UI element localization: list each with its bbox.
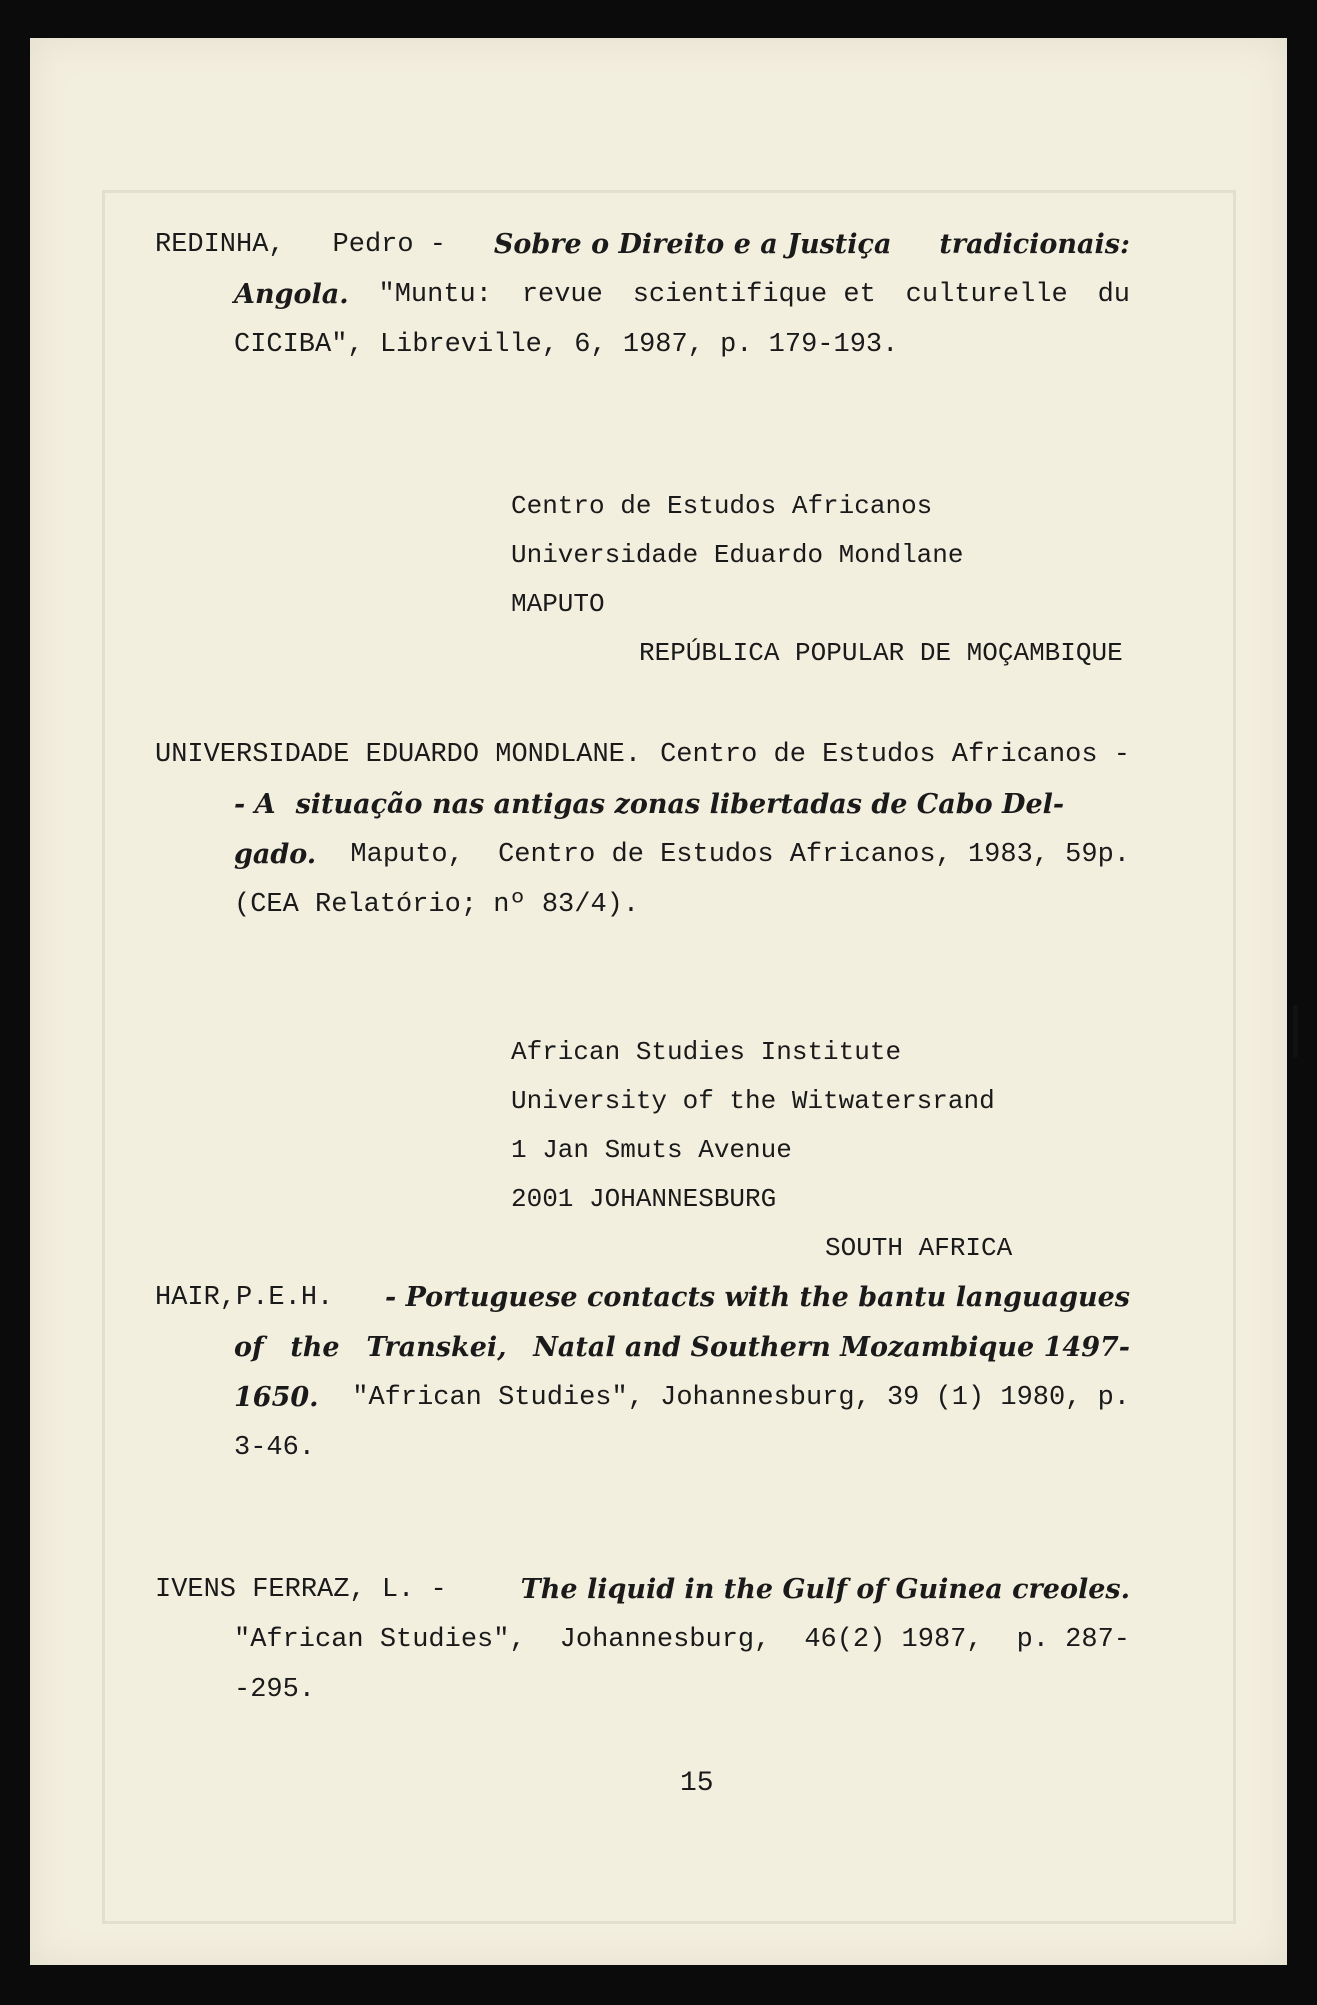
uem-series: (CEA Relatório; nº 83/4). (234, 890, 640, 920)
page-edge-mark (1293, 1005, 1298, 1057)
address-asi-line4: 2001 JOHANNESBURG (511, 1184, 777, 1214)
entry-uem (155, 730, 1130, 930)
address-cea-line4: REPÚBLICA POPULAR DE MOÇAMBIQUE (639, 638, 1123, 668)
entry-hair (155, 1273, 1130, 1473)
redinha-journal-e: du (1097, 280, 1130, 310)
redinha-journal-a: "Muntu: (378, 280, 492, 310)
redinha-title-c: Angola. (234, 279, 349, 310)
ivens-pages-a: p. 287- (1016, 1625, 1130, 1655)
redinha-journal-c: scientifique et (632, 280, 876, 310)
redinha-citation: CICIBA", Libreville, 6, 1987, p. 179-193. (234, 330, 899, 360)
address-asi-line1: African Studies Institute (511, 1037, 902, 1067)
uem-title-b: situação nas antigas zonas libertadas de Cabo Del- (295, 789, 1065, 820)
entry-ivens (155, 1565, 1130, 1715)
address-asi-line3: 1 Jan Smuts Avenue (511, 1135, 792, 1165)
address-asi-line2: University of the Witwatersrand (511, 1086, 995, 1116)
uem-publisher: Centro de Estudos Africanos, 1983, 59p. (498, 840, 1130, 870)
address-cea-line3: MAPUTO (511, 589, 605, 619)
uem-author-b: Centro de Estudos Africanos - (660, 740, 1130, 770)
hair-title-a: - Portuguese contacts with the bantu languagues (384, 1282, 1130, 1313)
ivens-pages-b: -295. (234, 1675, 316, 1705)
redinha-title-b: tradicionais: (939, 229, 1130, 260)
ivens-volume: 46(2) 1987, (804, 1625, 983, 1655)
hair-title-d: Transkei, (366, 1332, 507, 1363)
ivens-author: IVENS FERRAZ, L. - (155, 1575, 447, 1605)
address-cea-line1: Centro de Estudos Africanos (511, 491, 933, 521)
address-cea-line2: Universidade Eduardo Mondlane (511, 540, 964, 570)
hair-title-b: of (234, 1332, 264, 1363)
redinha-author-name: Pedro - (332, 230, 446, 260)
redinha-journal-b: revue (521, 280, 603, 310)
ivens-journal: "African Studies", (234, 1625, 526, 1655)
hair-author: HAIR,P.E.H. (155, 1283, 334, 1313)
entry-redinha (155, 220, 1130, 370)
ivens-title: The liquid in the Gulf of Guinea creoles. (520, 1574, 1130, 1605)
hair-title-e: Natal and Southern Mozambique 1497- (533, 1332, 1130, 1363)
redinha-journal-d: culturelle (905, 280, 1068, 310)
redinha-author-surname: REDINHA, (155, 230, 285, 260)
hair-pages: 3-46. (234, 1433, 316, 1463)
page-number: 15 (680, 1768, 714, 1799)
hair-title-c: the (290, 1332, 340, 1363)
uem-place: Maputo, (350, 840, 464, 870)
ivens-place: Johannesburg, (559, 1625, 771, 1655)
redinha-title-a: Sobre o Direito e a Justiça (493, 229, 892, 260)
hair-journal: "African Studies", Johannesburg, 39 (1) 1980, p. (352, 1383, 1130, 1413)
hair-title-f: 1650. (234, 1382, 319, 1413)
address-asi-line5: SOUTH AFRICA (825, 1233, 1013, 1263)
uem-author: UNIVERSIDADE EDUARDO MONDLANE. (155, 740, 642, 770)
uem-title-c: gado. (234, 839, 317, 870)
uem-title-a: - A (234, 789, 276, 820)
